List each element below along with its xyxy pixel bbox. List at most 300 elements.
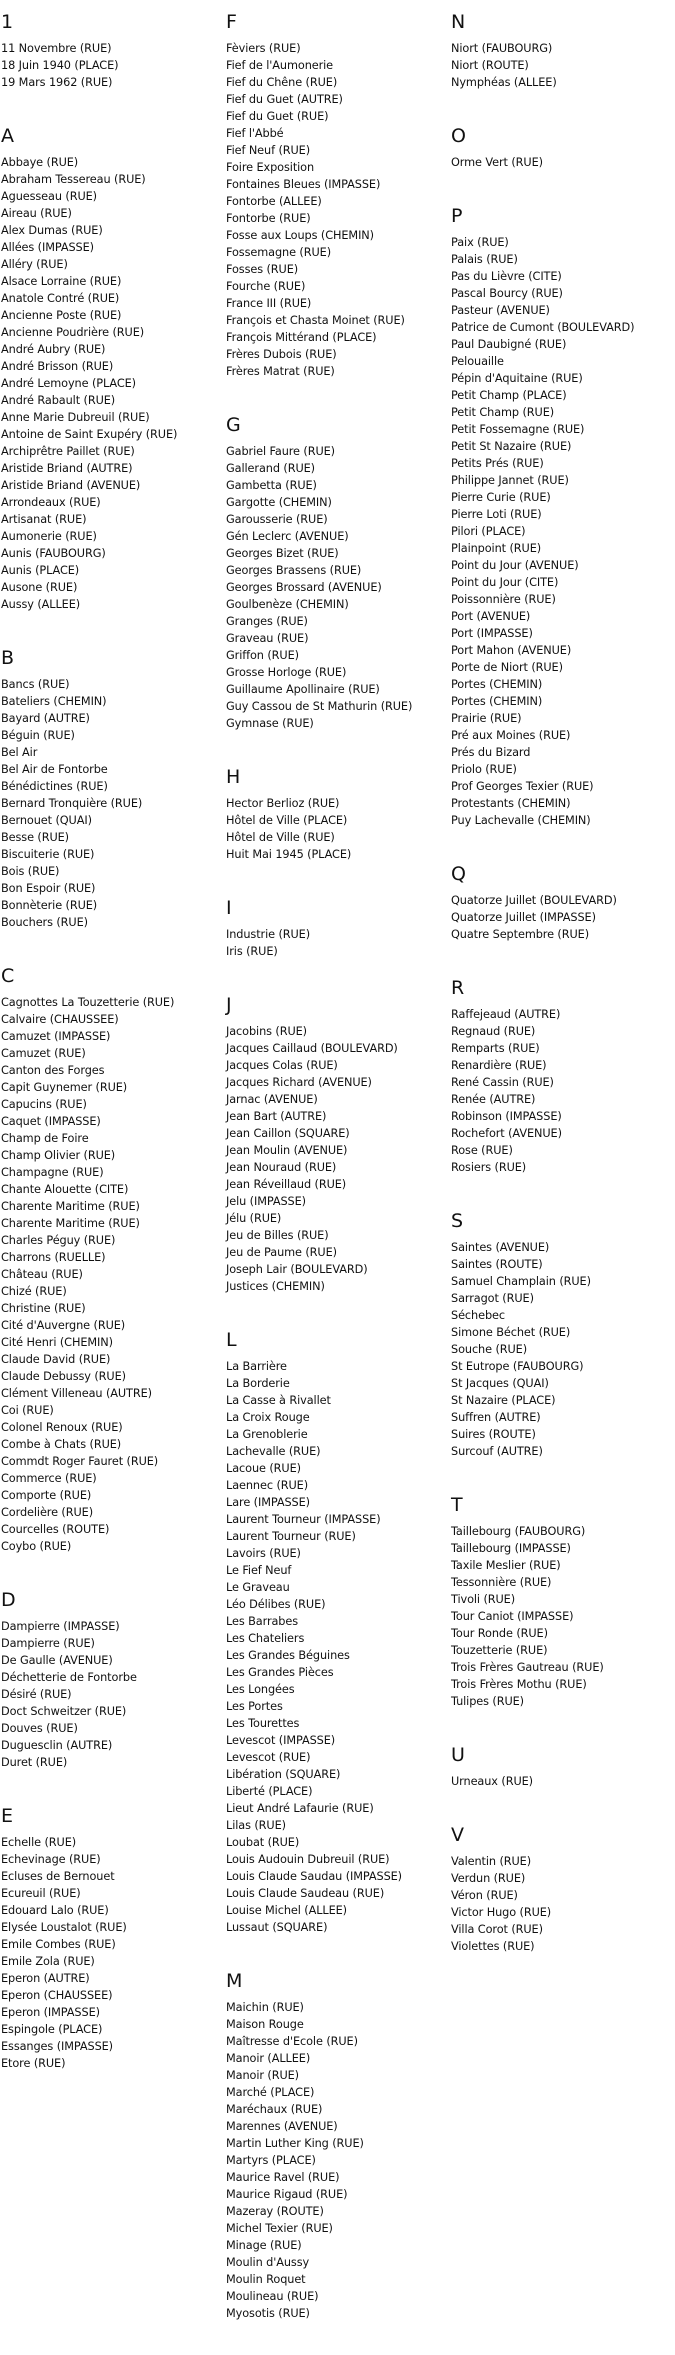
street-item: Pascal Bourcy (RUE) [451,287,563,300]
street-item: Myosotis (RUE) [226,2307,310,2320]
street-item: Regnaud (RUE) [451,1025,536,1038]
street-item: Maurice Rigaud (RUE) [226,2188,348,2201]
letter-section [226,10,448,380]
street-item: Paul Daubigné (RUE) [451,338,567,351]
street-item: Moulin Roquet [226,2273,306,2286]
street-item: André Rabault (RUE) [1,394,116,407]
street-item: Désiré (RUE) [1,1688,72,1701]
street-item: Eperon (IMPASSE) [1,2006,100,2019]
street-item: Tivoli (RUE) [451,1593,516,1606]
street-item: Laennec (RUE) [226,1479,309,1492]
letter-section [226,1328,448,1936]
street-item: Christine (RUE) [1,1302,86,1315]
letter-section [451,124,673,171]
street-item: Fontaines Bleues (IMPASSE) [226,178,381,191]
street-item: Cagnottes La Touzetterie (RUE) [1,996,175,1009]
letter-heading: E [1,1805,14,1827]
street-item: Pré aux Moines (RUE) [451,729,571,742]
street-item: Plainpoint (RUE) [451,542,542,555]
street-item: Lacoue (RUE) [226,1462,301,1475]
street-item: Tour Ronde (RUE) [451,1627,548,1640]
street-item: La Borderie [226,1377,290,1390]
street-item: Bonnèterie (RUE) [1,899,98,912]
street-item: Etore (RUE) [1,2057,66,2070]
letter-section [451,1823,673,1955]
street-item: Duret (RUE) [1,1756,68,1769]
street-item: Bois (RUE) [1,865,60,878]
street-item: Urneaux (RUE) [451,1775,533,1788]
street-item: Jélu (RUE) [226,1212,282,1225]
street-list [1,994,219,1555]
letter-section [1,124,219,613]
letter-section [451,862,673,943]
street-item: Pépin d'Aquitaine (RUE) [451,372,583,385]
index-column-1 [1,10,219,2105]
street-item: Philippe Jannet (RUE) [451,474,569,487]
street-item: Echelle (RUE) [1,1836,77,1849]
street-item: Essanges (IMPASSE) [1,2040,113,2053]
street-item: Port (IMPASSE) [451,627,533,640]
street-item: St Eutrope (FAUBOURG) [451,1360,584,1373]
letter-heading: O [451,125,466,147]
street-item: Fontorbe (RUE) [226,212,311,225]
street-item: Granges (RUE) [226,615,308,628]
street-item: Guy Cassou de St Mathurin (RUE) [226,700,413,713]
street-item: Guillaume Apollinaire (RUE) [226,683,380,696]
street-item: Ancienne Poudrière (RUE) [1,326,145,339]
street-item: Véron (RUE) [451,1889,518,1902]
street-item: Georges Brassens (RUE) [226,564,362,577]
letter-heading: I [226,897,232,919]
street-item: Champ Olivier (RUE) [1,1149,116,1162]
street-item: Mazeray (ROUTE) [226,2205,324,2218]
street-item: Renée (AUTRE) [451,1093,536,1106]
street-item: Paix (RUE) [451,236,509,249]
street-item: Capucins (RUE) [1,1098,87,1111]
street-item: Lavoirs (RUE) [226,1547,301,1560]
index-column-2 [226,10,448,2355]
street-item: Les Barrabes [226,1615,299,1628]
street-item: Douves (RUE) [1,1722,78,1735]
street-item: Maîtresse d'Ecole (RUE) [226,2035,358,2048]
street-item: Port (AVENUE) [451,610,531,623]
street-item: Commerce (RUE) [1,1472,97,1485]
street-item: Léo Délibes (RUE) [226,1598,326,1611]
letter-section [451,1493,673,1710]
street-item: Pelouaille [451,355,504,368]
street-item: Portes (CHEMIN) [451,695,543,708]
letter-section [1,964,219,1555]
street-item: Doct Schweitzer (RUE) [1,1705,127,1718]
street-item: Louis Claude Saudeau (RUE) [226,1887,385,1900]
street-item: Moulineau (RUE) [226,2290,319,2303]
street-item: De Gaulle (AVENUE) [1,1654,113,1667]
street-item: Bouchers (RUE) [1,916,88,929]
street-item: Michel Texier (RUE) [226,2222,333,2235]
street-item: Gén Leclerc (AVENUE) [226,530,349,543]
street-item: Canton des Forges [1,1064,105,1077]
street-item: Valentin (RUE) [451,1855,532,1868]
street-item: Port Mahon (AVENUE) [451,644,572,657]
street-item: Libération (SQUARE) [226,1768,341,1781]
street-item: Rose (RUE) [451,1144,513,1157]
street-item: Déchetterie de Fontorbe [1,1671,137,1684]
street-item: Liberté (PLACE) [226,1785,313,1798]
letter-heading: A [1,125,14,147]
street-item: Fief de l'Aumonerie [226,59,334,72]
street-item: Béguin (RUE) [1,729,75,742]
street-item: Pasteur (AVENUE) [451,304,550,317]
street-item: Tour Caniot (IMPASSE) [451,1610,574,1623]
street-item: Quatorze Juillet (BOULEVARD) [451,894,617,907]
letter-section [451,1209,673,1460]
street-item: Jelu (IMPASSE) [226,1195,306,1208]
street-item: Jeu de Paume (RUE) [226,1246,337,1259]
street-item: Eperon (AUTRE) [1,1972,90,1985]
street-item: Surcouf (AUTRE) [451,1445,543,1458]
street-item: Grosse Horloge (RUE) [226,666,347,679]
letter-heading: N [451,11,466,33]
street-item: René Cassin (RUE) [451,1076,554,1089]
letter-heading: D [1,1589,16,1611]
street-item: Anne Marie Dubreuil (RUE) [1,411,150,424]
street-item: Allées (IMPASSE) [1,241,94,254]
street-item: Bayard (AUTRE) [1,712,90,725]
street-item: Champagne (RUE) [1,1166,104,1179]
street-item: Abbaye (RUE) [1,156,79,169]
street-item: Camuzet (RUE) [1,1047,86,1060]
street-item: 11 Novembre (RUE) [1,42,112,55]
street-item: Martin Luther King (RUE) [226,2137,364,2150]
letter-heading: U [451,1744,465,1766]
street-item: Fief du Chêne (RUE) [226,76,338,89]
street-item: Capit Guynemer (RUE) [1,1081,128,1094]
street-item: André Aubry (RUE) [1,343,106,356]
street-item: Alléry (RUE) [1,258,68,271]
street-list [226,40,448,380]
street-item: Jarnac (AVENUE) [226,1093,318,1106]
street-list [451,154,673,171]
letter-heading: H [226,766,241,788]
letter-section [1,10,219,91]
street-item: Tulipes (RUE) [451,1695,524,1708]
street-list [1,154,219,613]
street-item: Simone Béchet (RUE) [451,1326,571,1339]
street-item: Robinson (IMPASSE) [451,1110,562,1123]
street-item: Manoir (RUE) [226,2069,299,2082]
street-item: Claude David (RUE) [1,1353,111,1366]
street-item: Artisanat (RUE) [1,513,87,526]
street-item: Maichin (RUE) [226,2001,304,2014]
street-list [226,795,448,863]
street-item: Elysée Loustalot (RUE) [1,1921,127,1934]
letter-heading: S [451,1210,464,1232]
street-item: Frères Dubois (RUE) [226,348,337,361]
street-item: Martyrs (PLACE) [226,2154,316,2167]
street-item: Louis Audouin Dubreuil (RUE) [226,1853,390,1866]
street-item: Samuel Champlain (RUE) [451,1275,591,1288]
street-item: Coybo (RUE) [1,1540,72,1553]
street-item: Suires (ROUTE) [451,1428,536,1441]
index-column-3 [451,10,673,1988]
street-item: Abraham Tessereau (RUE) [1,173,146,186]
street-item: Jean Moulin (AVENUE) [226,1144,348,1157]
street-item: La Casse à Rivallet [226,1394,331,1407]
street-item: Courcelles (ROUTE) [1,1523,110,1536]
street-item: 19 Mars 1962 (RUE) [1,76,113,89]
street-item: Espingole (PLACE) [1,2023,103,2036]
street-item: Calvaire (CHAUSSEE) [1,1013,119,1026]
street-item: Chante Alouette (CITE) [1,1183,129,1196]
street-item: Villa Corot (RUE) [451,1923,543,1936]
street-item: Charente Maritime (RUE) [1,1200,140,1213]
street-item: Tessonnière (RUE) [451,1576,552,1589]
street-item: Victor Hugo (RUE) [451,1906,552,1919]
street-item: Quatre Septembre (RUE) [451,928,589,941]
street-item: Bel Air de Fontorbe [1,763,108,776]
street-item: Porte de Niort (RUE) [451,661,563,674]
street-item: Dampierre (IMPASSE) [1,1620,120,1633]
street-item: Saintes (AVENUE) [451,1241,550,1254]
street-item: Hector Berlioz (RUE) [226,797,340,810]
street-item: Laurent Tourneur (RUE) [226,1530,356,1543]
street-item: Louise Michel (ALLEE) [226,1904,347,1917]
street-item: Ecluses de Bernouet [1,1870,115,1883]
street-item: Orme Vert (RUE) [451,156,543,169]
street-item: Verdun (RUE) [451,1872,526,1885]
street-item: Point du Jour (CITE) [451,576,559,589]
street-item: Priolo (RUE) [451,763,517,776]
street-item: Gabriel Faure (RUE) [226,445,335,458]
street-item: Minage (RUE) [226,2239,302,2252]
street-item: Clément Villeneau (AUTRE) [1,1387,152,1400]
street-item: Pilori (PLACE) [451,525,526,538]
street-item: France III (RUE) [226,297,312,310]
street-item: Comporte (RUE) [1,1489,92,1502]
street-item: Gambetta (RUE) [226,479,317,492]
street-item: Petit Fossemagne (RUE) [451,423,585,436]
street-item: Petit Champ (PLACE) [451,389,567,402]
street-item: Levescot (IMPASSE) [226,1734,336,1747]
street-item: Taillebourg (IMPASSE) [451,1542,571,1555]
street-item: Charrons (RUELLE) [1,1251,106,1264]
street-item: Rosiers (RUE) [451,1161,527,1174]
street-item: Combe à Chats (RUE) [1,1438,122,1451]
letter-heading: C [1,965,15,987]
street-item: Pierre Loti (RUE) [451,508,542,521]
street-item: Antoine de Saint Exupéry (RUE) [1,428,178,441]
street-item: Georges Bizet (RUE) [226,547,339,560]
street-item: Prof Georges Texier (RUE) [451,780,594,793]
street-list [1,1834,219,2072]
letter-heading: J [226,994,232,1016]
street-item: Point du Jour (AVENUE) [451,559,579,572]
street-item: Aumonerie (RUE) [1,530,97,543]
street-list [226,1999,448,2322]
letter-section [226,413,448,732]
street-item: Georges Brossard (AVENUE) [226,581,382,594]
letter-heading: P [451,205,463,227]
street-item: Poissonnière (RUE) [451,593,556,606]
street-list [451,234,673,829]
street-item: Foire Exposition [226,161,315,174]
street-item: Aunis (PLACE) [1,564,80,577]
street-item: Bernouet (QUAI) [1,814,92,827]
street-item: Patrice de Cumont (BOULEVARD) [451,321,635,334]
street-item: Quatorze Juillet (IMPASSE) [451,911,596,924]
street-item: Colonel Renoux (RUE) [1,1421,123,1434]
street-item: St Jacques (QUAI) [451,1377,549,1390]
street-item: Duguesclin (AUTRE) [1,1739,113,1752]
street-item: Petits Prés (RUE) [451,457,544,470]
street-item: Loubat (RUE) [226,1836,300,1849]
street-item: Raffejeaud (AUTRE) [451,1008,561,1021]
street-item: Jacques Colas (RUE) [226,1059,338,1072]
street-item: Fossemagne (RUE) [226,246,331,259]
street-item: Huit Mai 1945 (PLACE) [226,848,352,861]
street-item: Puy Lachevalle (CHEMIN) [451,814,591,827]
street-item: Les Portes [226,1700,283,1713]
street-item: Jean Caillon (SQUARE) [226,1127,350,1140]
street-item: Eperon (CHAUSSEE) [1,1989,113,2002]
street-item: Maison Rouge [226,2018,304,2031]
street-list [451,40,673,91]
street-item: Aguesseau (RUE) [1,190,97,203]
street-item: Fosses (RUE) [226,263,299,276]
street-item: La Grenoblerie [226,1428,308,1441]
street-item: Lilas (RUE) [226,1819,286,1832]
street-item: Gallerand (RUE) [226,462,315,475]
street-item: Lachevalle (RUE) [226,1445,321,1458]
letter-heading: T [451,1494,463,1516]
street-item: Taxile Meslier (RUE) [451,1559,561,1572]
street-item: Gargotte (CHEMIN) [226,496,332,509]
street-item: Justices (CHEMIN) [226,1280,325,1293]
street-item: La Barrière [226,1360,287,1373]
street-item: Goulbenèze (CHEMIN) [226,598,349,611]
street-item: St Nazaire (PLACE) [451,1394,556,1407]
street-item: Edouard Lalo (RUE) [1,1904,109,1917]
street-item: Sarragot (RUE) [451,1292,534,1305]
street-item: Jacobins (RUE) [226,1025,307,1038]
street-list [451,1523,673,1710]
street-item: Les Grandes Béguines [226,1649,350,1662]
street-item: Niort (ROUTE) [451,59,529,72]
street-item: Aussy (ALLEE) [1,598,81,611]
street-list [1,676,219,931]
street-item: Le Fief Neuf [226,1564,292,1577]
street-item: Portes (CHEMIN) [451,678,543,691]
street-item: Prés du Bizard [451,746,531,759]
street-item: Hôtel de Ville (PLACE) [226,814,348,827]
street-item: Anatole Contré (RUE) [1,292,120,305]
street-item: Pas du Lièvre (CITE) [451,270,562,283]
street-list [1,40,219,91]
street-item: Touzetterie (RUE) [451,1644,548,1657]
letter-section [451,10,673,91]
street-list [1,1618,219,1771]
street-item: Renardière (RUE) [451,1059,547,1072]
street-list [451,1853,673,1955]
street-item: Maréchaux (RUE) [226,2103,323,2116]
letter-section [226,1969,448,2322]
letter-section [451,1743,673,1790]
letter-heading: Q [451,863,466,885]
street-item: Saintes (ROUTE) [451,1258,543,1271]
street-item: Aristide Briand (AVENUE) [1,479,141,492]
street-item: Pierre Curie (RUE) [451,491,551,504]
street-item: Bénédictines (RUE) [1,780,108,793]
letter-heading: R [451,977,465,999]
street-item: Petit Champ (RUE) [451,406,555,419]
letter-section [1,646,219,931]
letter-section [226,993,448,1295]
street-item: Archiprêtre Paillet (RUE) [1,445,135,458]
street-item: Protestants (CHEMIN) [451,797,571,810]
street-item: Claude Debussy (RUE) [1,1370,126,1383]
street-item: Iris (RUE) [226,945,278,958]
street-item: Dampierre (RUE) [1,1637,95,1650]
street-item: Levescot (RUE) [226,1751,311,1764]
street-list [451,1006,673,1176]
street-list [451,1239,673,1460]
street-item: Jean Bart (AUTRE) [226,1110,327,1123]
street-item: Bernard Tronquière (RUE) [1,797,143,810]
street-item: Manoir (ALLEE) [226,2052,311,2065]
street-item: Joseph Lair (BOULEVARD) [226,1263,368,1276]
letter-section [1,1804,219,2072]
street-item: Biscuiterie (RUE) [1,848,95,861]
street-item: Bon Espoir (RUE) [1,882,96,895]
street-item: Charente Maritime (RUE) [1,1217,140,1230]
street-item: Niort (FAUBOURG) [451,42,553,55]
street-list [226,1023,448,1295]
street-list [226,926,448,960]
letter-section [451,976,673,1176]
street-item: Ancienne Poste (RUE) [1,309,122,322]
street-item: Hôtel de Ville (RUE) [226,831,335,844]
street-item: Frères Matrat (RUE) [226,365,335,378]
street-item: Jeu de Billes (RUE) [226,1229,329,1242]
street-item: Garousserie (RUE) [226,513,328,526]
street-item: Besse (RUE) [1,831,69,844]
street-item: Violettes (RUE) [451,1940,535,1953]
street-list [226,1358,448,1936]
street-item: Fief du Guet (RUE) [226,110,329,123]
street-item: Charles Péguy (RUE) [1,1234,116,1247]
letter-heading: B [1,647,15,669]
letter-section [226,765,448,863]
street-item: Louis Claude Saudau (IMPASSE) [226,1870,402,1883]
street-item: Caquet (IMPASSE) [1,1115,101,1128]
street-item: Emile Zola (RUE) [1,1955,95,1968]
letter-heading: 1 [1,11,14,33]
street-item: Nymphéas (ALLEE) [451,76,557,89]
street-item: La Croix Rouge [226,1411,310,1424]
street-item: Arrondeaux (RUE) [1,496,101,509]
street-item: Maurice Ravel (RUE) [226,2171,340,2184]
street-item: André Brisson (RUE) [1,360,114,373]
street-item: Cité Henri (CHEMIN) [1,1336,113,1349]
street-list [451,892,673,943]
street-item: Les Chateliers [226,1632,305,1645]
street-item: Jacques Caillaud (BOULEVARD) [226,1042,398,1055]
street-item: Fosse aux Loups (CHEMIN) [226,229,374,242]
street-list [226,443,448,732]
street-item: Prairie (RUE) [451,712,522,725]
street-item: Aunis (FAUBOURG) [1,547,106,560]
street-item: Jean Nouraud (RUE) [226,1161,337,1174]
